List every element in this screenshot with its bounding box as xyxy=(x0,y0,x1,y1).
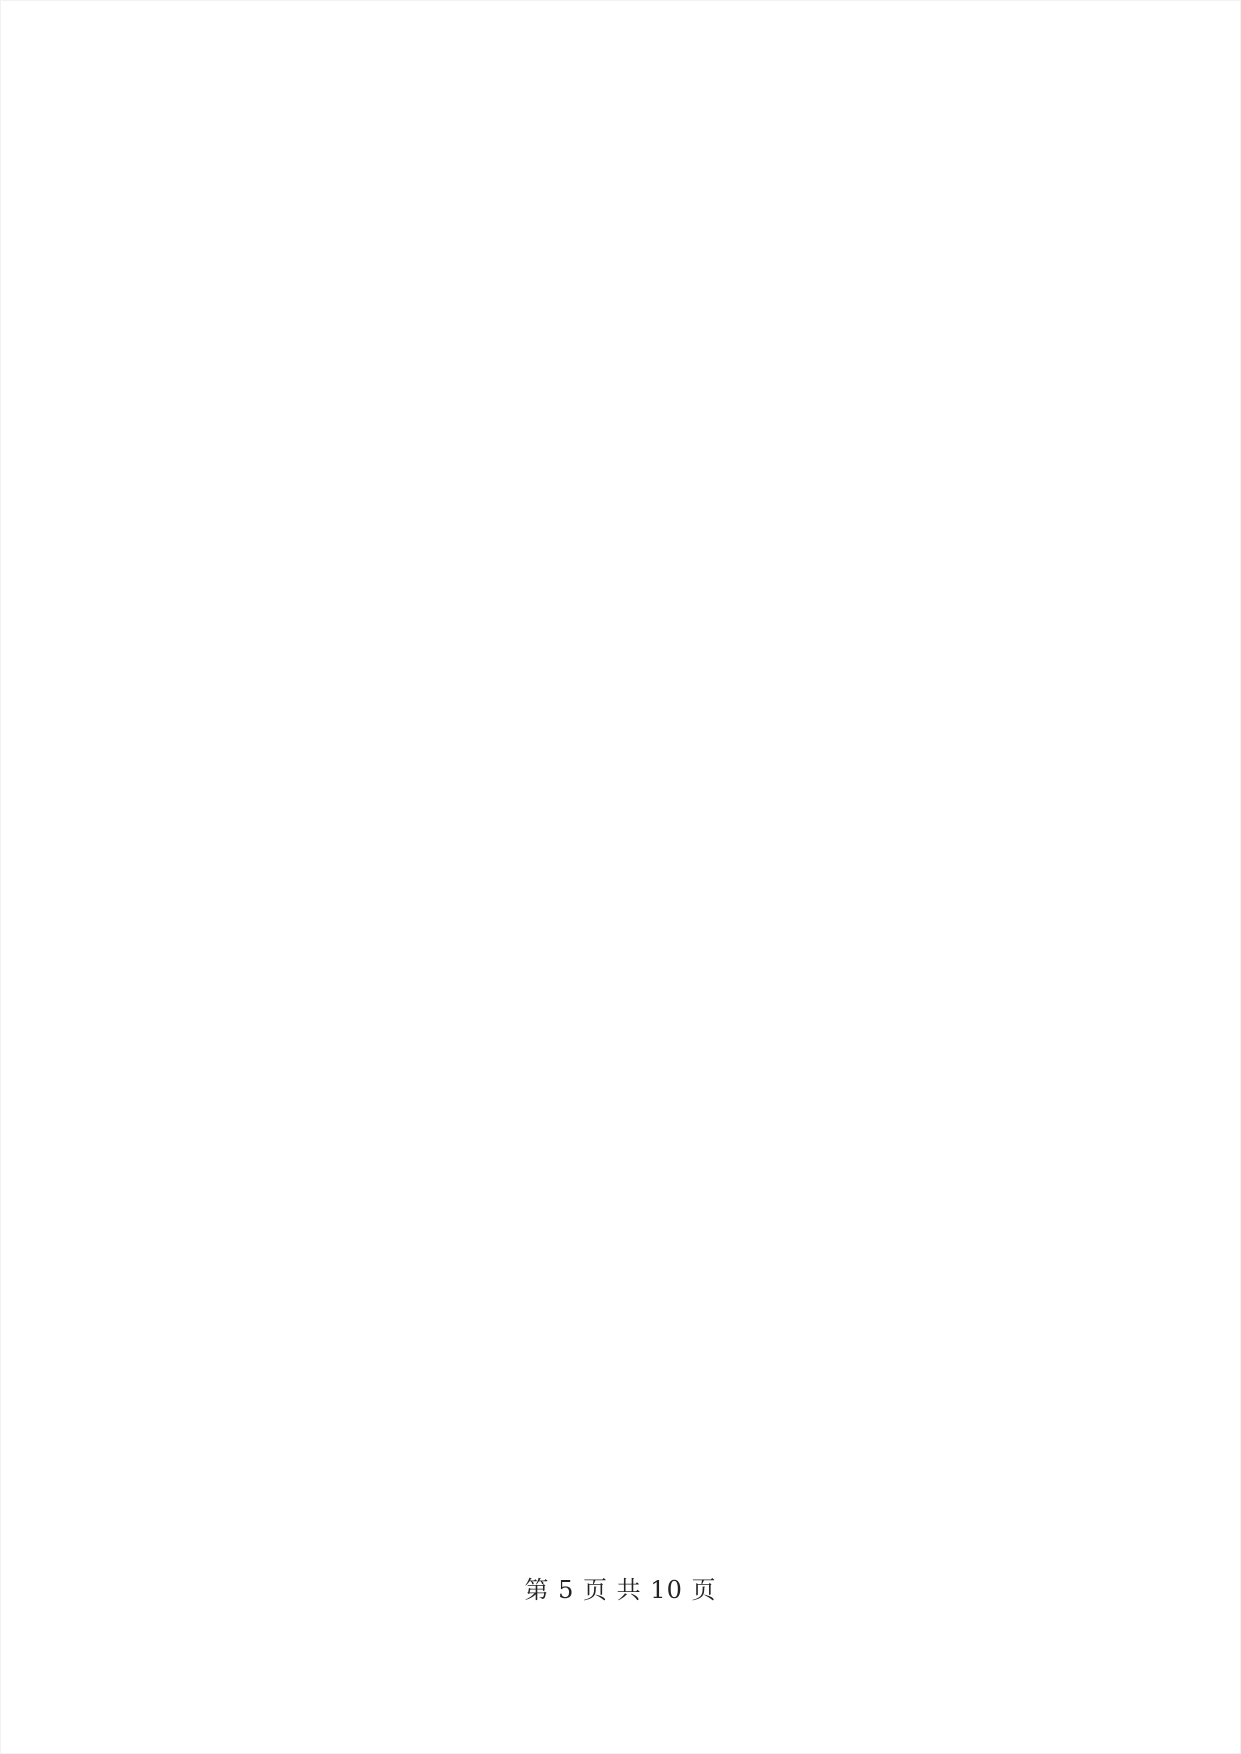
page-footer: 第 5 页 共 10 页 xyxy=(524,1576,717,1604)
